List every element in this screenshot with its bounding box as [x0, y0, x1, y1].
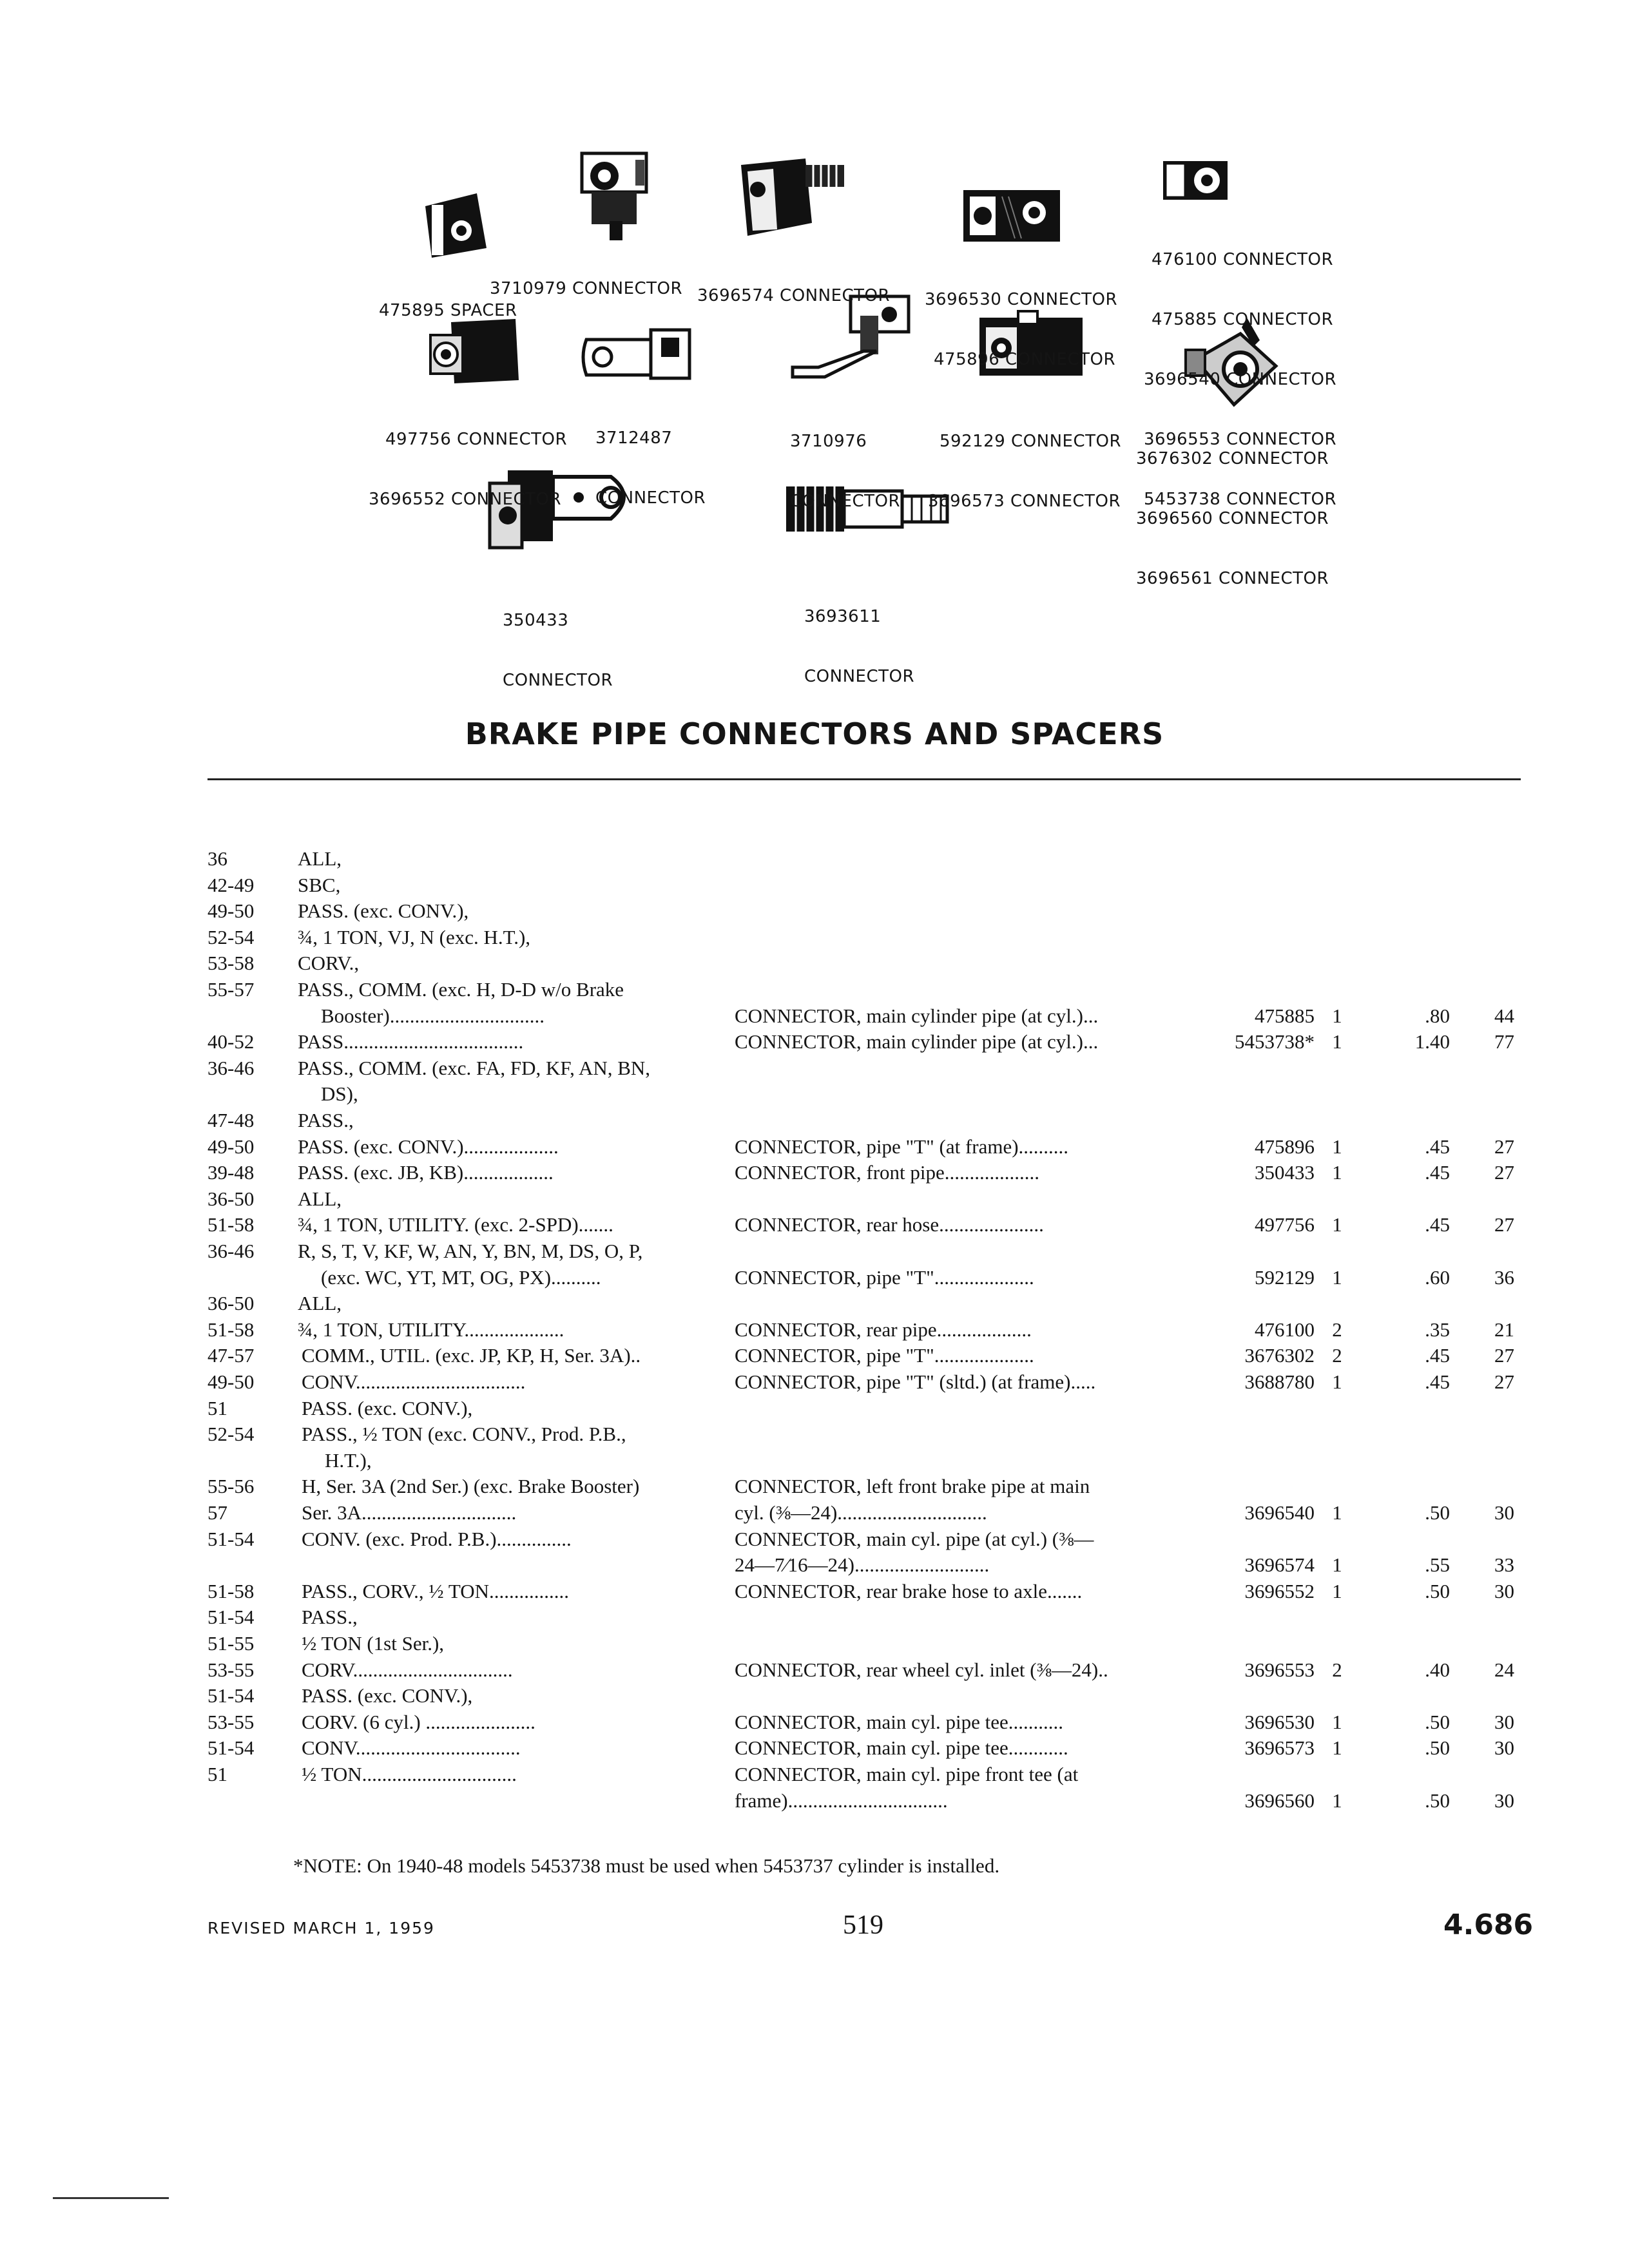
label-3710979: 3710979 CONNECTOR [490, 279, 683, 298]
description-cell: CONNECTOR, pipe "T" (sltd.) (at frame)..... [735, 1370, 1096, 1393]
table-row [0, 1711, 1629, 1737]
connector-3710979-drawing [566, 147, 662, 244]
application-cell: CONV................................. [302, 1736, 521, 1760]
quantity-cell: 1 [1332, 1135, 1342, 1158]
year-range-cell: 39-48 [207, 1161, 255, 1184]
description-cell: 24—7⁄16—24)........................... [735, 1553, 990, 1577]
application-cell: PASS. (exc. CONV.)................... [298, 1135, 559, 1158]
quantity-cell: 1 [1332, 1579, 1342, 1602]
application-cell: CORV. (6 cyl.) ...................... [302, 1710, 535, 1733]
title-rule [207, 778, 1521, 780]
table-row [0, 1553, 1629, 1580]
table-row [0, 1423, 1629, 1449]
application-cell: ALL, [298, 847, 342, 870]
label-350433: 350433 CONNECTOR [503, 611, 613, 690]
description-cell: CONNECTOR, pipe "T".................... [735, 1344, 1034, 1367]
table-row [0, 1082, 1629, 1109]
application-cell: ¾, 1 TON, VJ, N (exc. H.T.), [298, 925, 531, 948]
year-range-cell: 36-46 [207, 1056, 255, 1079]
year-range-cell: 51-54 [207, 1606, 255, 1629]
price-cell: .50 [1425, 1579, 1450, 1602]
application-cell: ½ TON............................... [302, 1763, 517, 1785]
table-row [0, 1318, 1629, 1345]
year-range-cell: 36-46 [207, 1240, 255, 1262]
part-number-cell: 3696552 [1244, 1579, 1315, 1602]
part-number-cell: 497756 [1255, 1213, 1315, 1236]
table-row [0, 1789, 1629, 1816]
quantity-cell: 2 [1332, 1658, 1342, 1681]
description-cell: frame)................................ [735, 1789, 948, 1812]
table-row [0, 1580, 1629, 1606]
price-code-cell: 30 [1494, 1579, 1514, 1602]
table-row [0, 1736, 1629, 1763]
year-range-cell: 36-50 [207, 1187, 255, 1210]
part-number-cell: 3696540 [1244, 1501, 1315, 1524]
application-cell: CONV.................................. [302, 1370, 526, 1393]
part-number-cell: 3696574 [1244, 1553, 1315, 1577]
label-3696530: 3696530 CONNECTOR 475896 CONNECTOR [925, 290, 1118, 369]
application-cell: DS), [321, 1082, 358, 1106]
year-range-cell: 53-58 [207, 952, 255, 975]
table-row [0, 1449, 1629, 1475]
year-range-cell: 40-52 [207, 1030, 255, 1053]
description-cell: CONNECTOR, front pipe................... [735, 1161, 1040, 1184]
application-cell: ALL, [298, 1187, 342, 1210]
price-code-cell: 30 [1494, 1501, 1514, 1524]
part-number-cell: 5453738* [1235, 1030, 1315, 1053]
quantity-cell: 2 [1332, 1344, 1342, 1367]
price-cell: .45 [1425, 1370, 1450, 1393]
year-range-cell: 36 [207, 847, 227, 870]
price-code-cell: 27 [1494, 1161, 1514, 1184]
application-cell: PASS., COMM. (exc. FA, FD, KF, AN, BN, [298, 1056, 651, 1079]
application-cell: ¾, 1 TON, UTILITY. (exc. 2-SPD)....... [298, 1213, 613, 1236]
quantity-cell: 1 [1332, 1789, 1342, 1812]
year-range-cell: 57 [207, 1501, 227, 1524]
table-row [0, 1475, 1629, 1501]
table-row [0, 926, 1629, 952]
part-number-cell: 592129 [1255, 1265, 1315, 1289]
revised-date: REVISED MARCH 1, 1959 [207, 1919, 435, 1937]
section-number: 4.686 [1443, 1908, 1534, 1941]
table-row [0, 1370, 1629, 1397]
application-cell: R, S, T, V, KF, W, AN, Y, BN, M, DS, O, P, [298, 1240, 643, 1262]
year-range-cell: 49-50 [207, 1370, 255, 1393]
description-cell: CONNECTOR, rear hose..................... [735, 1213, 1044, 1236]
label-3710976: 3710976 CONNECTOR [790, 432, 901, 511]
application-cell: PASS., ½ TON (exc. CONV., Prod. P.B., [302, 1423, 626, 1446]
table-row [0, 1240, 1629, 1266]
quantity-cell: 1 [1332, 1370, 1342, 1393]
quantity-cell: 1 [1332, 1501, 1342, 1524]
application-cell: Ser. 3A............................... [302, 1501, 517, 1524]
price-cell: .55 [1425, 1553, 1450, 1577]
description-cell: cyl. (⅜—24).............................. [735, 1501, 987, 1524]
year-range-cell: 49-50 [207, 899, 255, 923]
year-range-cell: 47-57 [207, 1344, 255, 1367]
section-title: BRAKE PIPE CONNECTORS AND SPACERS [465, 716, 1164, 751]
application-cell: ALL, [298, 1292, 342, 1315]
description-cell: CONNECTOR, rear wheel cyl. inlet (⅜—24).. [735, 1658, 1108, 1681]
table-row [0, 1292, 1629, 1318]
price-code-cell: 27 [1494, 1344, 1514, 1367]
application-cell: PASS. (exc. JB, KB).................. [298, 1161, 554, 1184]
table-row [0, 1030, 1629, 1057]
spacer-475895-drawing [419, 187, 496, 264]
table-row [0, 1004, 1629, 1031]
quantity-cell: 2 [1332, 1318, 1342, 1341]
quantity-cell: 1 [1332, 1030, 1342, 1053]
price-code-cell: 27 [1494, 1135, 1514, 1158]
part-number-cell: 3688780 [1244, 1370, 1315, 1393]
label-475895: 475895 SPACER [379, 301, 517, 320]
price-code-cell: 77 [1494, 1030, 1514, 1053]
price-code-cell: 21 [1494, 1318, 1514, 1341]
application-cell: H, Ser. 3A (2nd Ser.) (exc. Brake Booster) [302, 1475, 640, 1498]
description-cell: CONNECTOR, main cyl. pipe front tee (at [735, 1763, 1079, 1785]
year-range-cell: 51 [207, 1763, 227, 1785]
year-range-cell: 55-56 [207, 1475, 255, 1498]
price-cell: .45 [1425, 1213, 1450, 1236]
price-cell: .50 [1425, 1710, 1450, 1733]
quantity-cell: 1 [1332, 1213, 1342, 1236]
part-number-cell: 3696560 [1244, 1789, 1315, 1812]
part-number-cell: 3696553 [1244, 1658, 1315, 1681]
part-number-cell: 476100 [1255, 1318, 1315, 1341]
part-number-cell: 3696573 [1244, 1736, 1315, 1760]
table-row [0, 1684, 1629, 1711]
part-number-cell: 475885 [1255, 1004, 1315, 1027]
part-number-cell: 350433 [1255, 1161, 1315, 1184]
application-cell: CORV., [298, 952, 360, 975]
application-cell: COMM., UTIL. (exc. JP, KP, H, Ser. 3A).. [302, 1344, 641, 1367]
price-code-cell: 30 [1494, 1736, 1514, 1760]
description-cell: CONNECTOR, rear brake hose to axle....... [735, 1579, 1083, 1602]
table-row [0, 952, 1629, 978]
application-cell: H.T.), [325, 1448, 372, 1472]
price-code-cell: 30 [1494, 1710, 1514, 1733]
quantity-cell: 1 [1332, 1553, 1342, 1577]
footnote: *NOTE: On 1940-48 models 5453738 must be used when 5453737 cylinder is installed. [293, 1854, 1000, 1877]
year-range-cell: 55-57 [207, 978, 255, 1001]
application-cell: CORV................................ [302, 1658, 513, 1681]
year-range-cell: 51-58 [207, 1213, 255, 1236]
price-cell: .50 [1425, 1736, 1450, 1760]
table-row [0, 1606, 1629, 1632]
year-range-cell: 51-54 [207, 1736, 255, 1760]
description-cell: CONNECTOR, main cylinder pipe (at cyl.)... [735, 1004, 1099, 1027]
table-row [0, 1397, 1629, 1423]
price-cell: .50 [1425, 1501, 1450, 1524]
year-range-cell: 51-54 [207, 1684, 255, 1707]
page-number: 519 [843, 1910, 883, 1940]
year-range-cell: 51-54 [207, 1527, 255, 1550]
description-cell: CONNECTOR, pipe "T" (at frame).......... [735, 1135, 1069, 1158]
year-range-cell: 51-58 [207, 1579, 255, 1602]
price-cell: .45 [1425, 1135, 1450, 1158]
table-row [0, 1057, 1629, 1083]
table-row [0, 1187, 1629, 1214]
application-cell: PASS. (exc. CONV.), [302, 1396, 473, 1419]
year-range-cell: 53-55 [207, 1658, 255, 1681]
table-row [0, 1266, 1629, 1293]
quantity-cell: 1 [1332, 1004, 1342, 1027]
table-row [0, 1658, 1629, 1685]
application-cell: PASS., [302, 1606, 358, 1629]
year-range-cell: 47-48 [207, 1109, 255, 1131]
price-cell: .60 [1425, 1265, 1450, 1289]
description-cell: CONNECTOR, main cyl. pipe tee........... [735, 1710, 1064, 1733]
price-cell: .45 [1425, 1344, 1450, 1367]
year-range-cell: 51-55 [207, 1632, 255, 1655]
year-range-cell: 49-50 [207, 1135, 255, 1158]
application-cell: PASS., [298, 1109, 354, 1131]
year-range-cell: 42-49 [207, 873, 255, 896]
description-cell: CONNECTOR, main cyl. pipe (at cyl.) (⅜— [735, 1527, 1094, 1550]
application-cell: PASS.................................... [298, 1030, 524, 1053]
table-row [0, 899, 1629, 926]
table-row [0, 978, 1629, 1004]
table-row [0, 1135, 1629, 1162]
price-code-cell: 30 [1494, 1789, 1514, 1812]
table-row [0, 1161, 1629, 1187]
application-cell: PASS., COMM. (exc. H, D-D w/o Brake [298, 978, 624, 1001]
label-3693611: 3693611 CONNECTOR [804, 607, 915, 686]
label-476100-group: 476100 CONNECTOR 475885 CONNECTOR 3696540 CONNECTOR 3696553 CONNECTOR 5453738 CONNECTOR [1144, 250, 1337, 509]
label-3696574: 3696574 CONNECTOR [697, 286, 891, 305]
application-cell: PASS. (exc. CONV.), [298, 899, 469, 923]
table-row [0, 874, 1629, 900]
quantity-cell: 1 [1332, 1265, 1342, 1289]
price-cell: .35 [1425, 1318, 1450, 1341]
part-number-cell: 475896 [1255, 1135, 1315, 1158]
description-cell: CONNECTOR, pipe "T".................... [735, 1265, 1034, 1289]
table-row [0, 1109, 1629, 1135]
table-row [0, 847, 1629, 874]
connector-3696574-drawing [735, 152, 851, 242]
description-cell: CONNECTOR, main cyl. pipe tee............ [735, 1736, 1068, 1760]
application-cell: SBC, [298, 873, 341, 896]
price-code-cell: 44 [1494, 1004, 1514, 1027]
application-cell: ¾, 1 TON, UTILITY.................... [298, 1318, 564, 1341]
description-cell: CONNECTOR, rear pipe................... [735, 1318, 1032, 1341]
price-cell: 1.40 [1414, 1030, 1450, 1053]
price-cell: .40 [1425, 1658, 1450, 1681]
price-code-cell: 27 [1494, 1213, 1514, 1236]
application-cell: CONV. (exc. Prod. P.B.)............... [302, 1527, 572, 1550]
scan-mark [53, 2197, 169, 2199]
quantity-cell: 1 [1332, 1161, 1342, 1184]
table-row [0, 1763, 1629, 1789]
table-row [0, 1344, 1629, 1370]
quantity-cell: 1 [1332, 1736, 1342, 1760]
year-range-cell: 51-58 [207, 1318, 255, 1341]
price-code-cell: 36 [1494, 1265, 1514, 1289]
year-range-cell: 52-54 [207, 925, 255, 948]
price-cell: .50 [1425, 1789, 1450, 1812]
year-range-cell: 36-50 [207, 1292, 255, 1315]
price-cell: .45 [1425, 1161, 1450, 1184]
table-row [0, 1501, 1629, 1528]
application-cell: (exc. WC, YT, MT, OG, PX).......... [321, 1265, 601, 1289]
part-number-cell: 3696530 [1244, 1710, 1315, 1733]
description-cell: CONNECTOR, main cylinder pipe (at cyl.)... [735, 1030, 1099, 1053]
quantity-cell: 1 [1332, 1710, 1342, 1733]
price-cell: .80 [1425, 1004, 1450, 1027]
label-497756: 497756 CONNECTOR 3696552 CONNECTOR [369, 430, 568, 509]
label-3712487: 3712487 CONNECTOR [595, 428, 706, 508]
application-cell: ½ TON (1st Ser.), [302, 1632, 445, 1655]
part-number-cell: 3676302 [1244, 1344, 1315, 1367]
table-row [0, 1632, 1629, 1658]
connector-476100-drawing [1157, 155, 1234, 206]
price-code-cell: 33 [1494, 1553, 1514, 1577]
label-592129: 592129 CONNECTOR 3696573 CONNECTOR [928, 432, 1122, 511]
description-cell: CONNECTOR, left front brake pipe at main [735, 1475, 1090, 1498]
application-cell: Booster)............................... [321, 1004, 545, 1027]
year-range-cell: 52-54 [207, 1423, 255, 1446]
year-range-cell: 53-55 [207, 1710, 255, 1733]
connector-3696530-drawing [957, 184, 1066, 248]
application-cell: PASS. (exc. CONV.), [302, 1684, 473, 1707]
price-code-cell: 24 [1494, 1658, 1514, 1681]
year-range-cell: 51 [207, 1396, 227, 1419]
table-row [0, 1213, 1629, 1240]
application-cell: PASS., CORV., ½ TON................ [302, 1579, 570, 1602]
label-3676302-group: 3676302 CONNECTOR 3696560 CONNECTOR 3696561 CONNECTOR [1136, 449, 1329, 588]
table-row [0, 1528, 1629, 1554]
price-code-cell: 27 [1494, 1370, 1514, 1393]
